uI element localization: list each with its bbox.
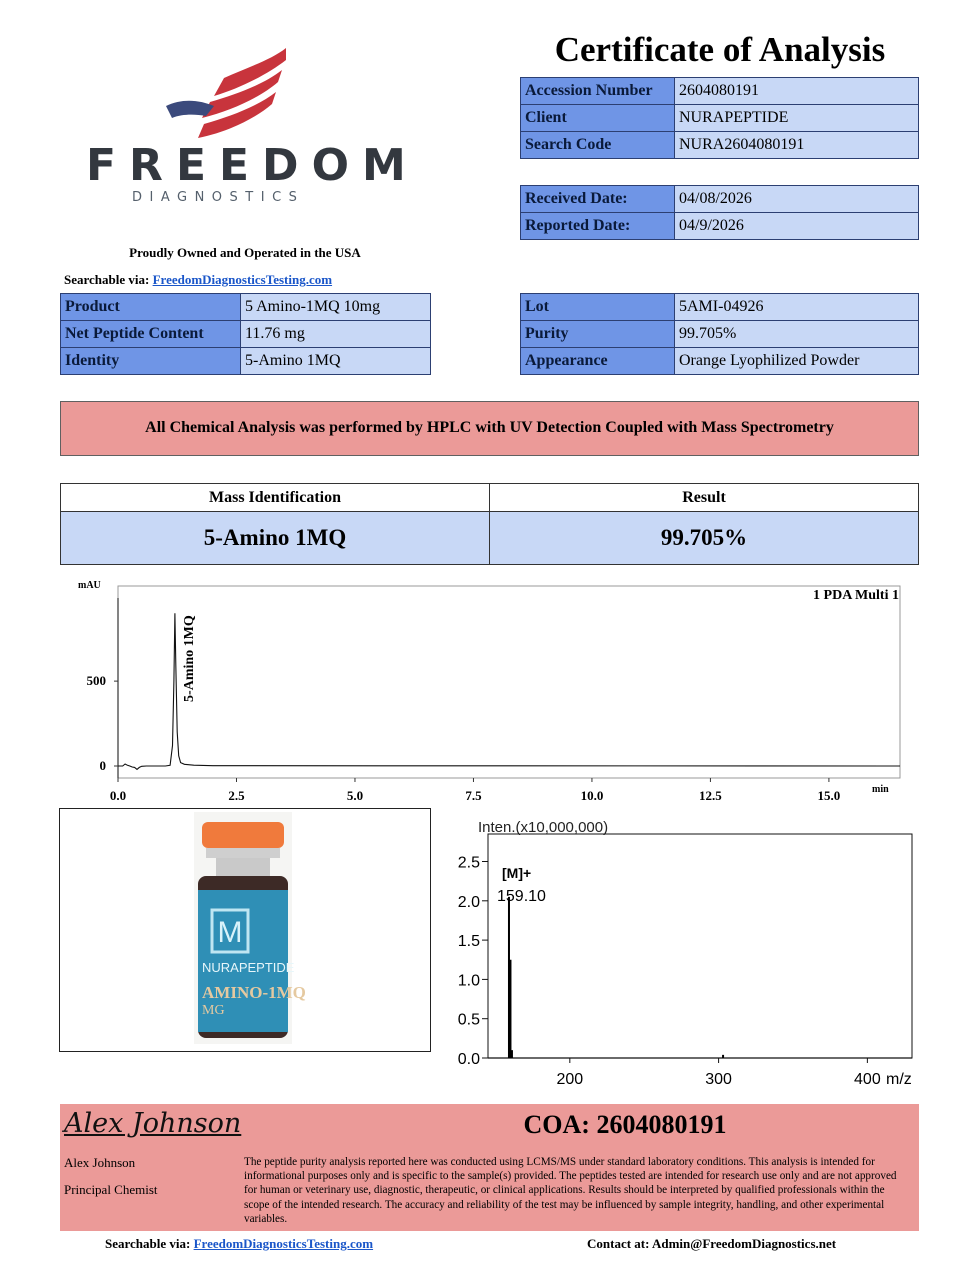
table-row xyxy=(521,348,919,375)
field-value: Orange Lyophilized Powder xyxy=(675,348,919,375)
y-tick-label: 0.5 xyxy=(457,1011,480,1029)
table-row xyxy=(521,78,919,105)
searchable-label: Searchable via: xyxy=(105,1236,194,1251)
y-tick-label: 500 xyxy=(86,673,106,689)
signature: Alex Johnson xyxy=(64,1108,242,1139)
contact-info: Contact at: Admin@FreedomDiagnostics.net xyxy=(587,1236,837,1251)
y-tick-label: 0 xyxy=(99,758,106,773)
field-value: 5 Amino-1MQ 10mg xyxy=(241,294,431,321)
x-tick-label: 2.5 xyxy=(228,788,245,803)
flag-stripes-icon xyxy=(198,48,286,138)
page-title: Certificate of Analysis xyxy=(554,30,886,69)
y-axis-label: Inten.(x10,000,000) xyxy=(478,819,609,836)
table-header-row xyxy=(61,484,919,512)
vial-dose: MG xyxy=(202,1003,225,1018)
field-value: 99.705% xyxy=(675,321,919,348)
field-label: Accession Number xyxy=(521,78,675,105)
field-label: Search Code xyxy=(521,132,675,159)
field-label: Purity xyxy=(521,321,675,348)
lot-table xyxy=(520,293,919,375)
spectrum-peaks xyxy=(509,897,723,1058)
x-tick-label: 0.0 xyxy=(109,788,127,803)
analysis-method-banner: All Chemical Analysis was performed by HPLC with UV Detection Coupled with Mass Spectrometry xyxy=(60,401,919,456)
field-value: 5-Amino 1MQ xyxy=(241,348,431,375)
logo-subtitle: DIAGNOSTICS xyxy=(132,190,305,205)
column-header: Result xyxy=(490,484,919,512)
table-row xyxy=(521,321,919,348)
table-row xyxy=(521,132,919,159)
field-value: 04/9/2026 xyxy=(675,213,919,240)
table-row xyxy=(521,105,919,132)
field-value: NURA2604080191 xyxy=(675,132,919,159)
field-value: 5AMI-04926 xyxy=(675,294,919,321)
x-tick-label: 12.5 xyxy=(699,788,722,803)
field-label: Net Peptide Content xyxy=(61,321,241,348)
x-tick-label: 10.0 xyxy=(580,788,604,803)
y-tick-label: 2.5 xyxy=(457,854,480,872)
table-row xyxy=(521,294,919,321)
field-label: Client xyxy=(521,105,675,132)
y-tick-label: 1.5 xyxy=(457,933,480,951)
peak-label: 5-Amino 1MQ xyxy=(181,615,197,702)
x-tick-label: 5.0 xyxy=(346,788,364,803)
field-label: Reported Date: xyxy=(521,213,675,240)
mass-identification-value: 5-Amino 1MQ xyxy=(61,512,490,565)
result-value: 99.705% xyxy=(490,512,919,565)
x-tick-label: 400 xyxy=(854,1071,881,1088)
table-row xyxy=(61,321,431,348)
coa-number: COA: 2604080191 xyxy=(523,1110,727,1139)
table-row xyxy=(61,512,919,565)
y-tick-label: 0.0 xyxy=(457,1051,480,1068)
website-link[interactable]: FreedomDiagnosticsTesting.com xyxy=(193,1236,374,1251)
field-value: NURAPEPTIDE xyxy=(675,105,919,132)
logo-wordmark: FREEDOM xyxy=(86,140,419,191)
table-row xyxy=(61,294,431,321)
signer-role: Principal Chemist xyxy=(64,1182,158,1197)
peak-mz-label: 159.10 xyxy=(497,888,546,905)
x-tick-label: 300 xyxy=(705,1071,732,1088)
field-value: 2604080191 xyxy=(675,78,919,105)
owned-tagline: Proudly Owned and Operated in the USA xyxy=(129,245,361,260)
y-tick-label: 1.0 xyxy=(457,972,480,990)
field-label: Product xyxy=(61,294,241,321)
signer-name: Alex Johnson xyxy=(64,1155,136,1170)
vial-cap xyxy=(202,822,284,848)
product-table xyxy=(60,293,431,375)
field-label: Received Date: xyxy=(521,186,675,213)
column-header: Mass Identification xyxy=(61,484,490,512)
y-tick-label: 2.0 xyxy=(457,893,480,911)
table-row xyxy=(521,186,919,213)
vial-brand: NURAPEPTIDE xyxy=(202,960,295,975)
x-tick-label: 15.0 xyxy=(817,788,841,803)
field-label: Appearance xyxy=(521,348,675,375)
x-tick-label: 200 xyxy=(556,1071,584,1088)
x-axis-unit: min xyxy=(872,784,889,795)
disclaimer-text: The peptide purity analysis reported here was conducted using LCMS/MS under standard laboratory conditions. This analysis is intended for informational purposes only and is specific to the sample(s) provided. The peptides tested are intended for research use only and are not approved for human or veterinary use, diagnostic, therapeutic, or clinical applications. Results should be interpreted by qualified professionals within the scope of the intended research. The accuracy and reliability of the test may be influenced by sample integrity, handling, and other experimental variables. xyxy=(244,1156,897,1225)
y-axis-label: mAU xyxy=(78,580,101,591)
accession-table xyxy=(520,77,919,159)
x-tick-label: 7.5 xyxy=(465,788,482,803)
vial-product: AMINO-1MQ xyxy=(202,983,306,1002)
table-row xyxy=(521,213,919,240)
vial-photo xyxy=(194,812,306,1044)
field-label: Lot xyxy=(521,294,675,321)
searchable-label: Searchable via: xyxy=(64,272,153,287)
field-value: 04/08/2026 xyxy=(675,186,919,213)
chromatogram-trace xyxy=(118,613,900,769)
dates-table xyxy=(520,185,919,240)
searchable-via-bottom xyxy=(105,1236,373,1252)
hplc-chromatogram xyxy=(60,576,920,804)
axis-ticks xyxy=(87,673,841,803)
searchable-via-top xyxy=(64,272,332,288)
website-link[interactable]: FreedomDiagnosticsTesting.com xyxy=(152,272,333,287)
plot-frame xyxy=(488,834,912,1058)
field-label: Identity xyxy=(61,348,241,375)
field-value: 11.76 mg xyxy=(241,321,431,348)
plot-frame xyxy=(118,586,900,778)
table-row xyxy=(61,348,431,375)
ion-annotation: [M]+ xyxy=(502,865,532,881)
legend-label: 1 PDA Multi 1 xyxy=(813,588,899,603)
mass-spectrum xyxy=(446,814,926,1094)
mass-identification-table xyxy=(60,483,919,565)
svg-text:M: M xyxy=(217,916,243,949)
x-axis-unit: m/z xyxy=(886,1071,912,1088)
